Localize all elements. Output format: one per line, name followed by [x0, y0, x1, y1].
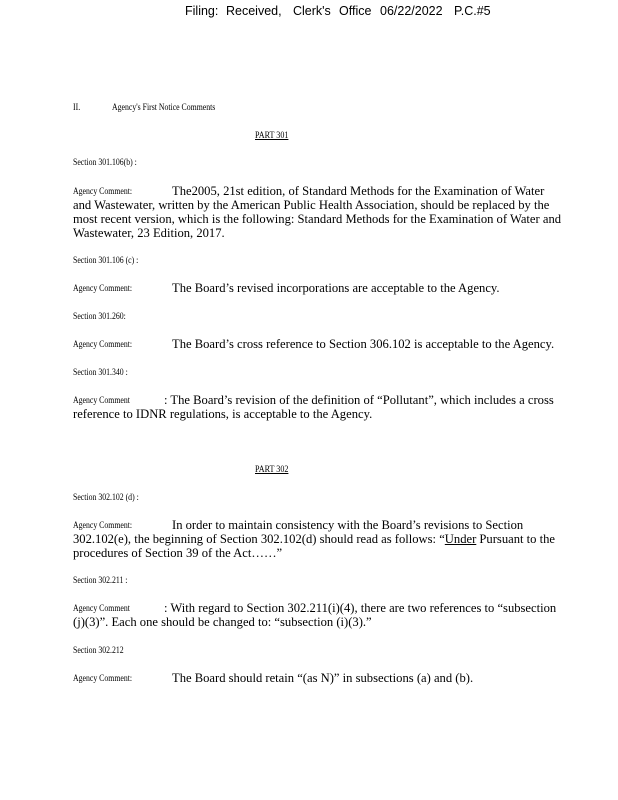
office-label: Office	[339, 4, 372, 18]
section-label: Section 301.106 (c) :	[73, 256, 139, 266]
comment-text: reference to IDNR regulations, is acceptable to the Agency.	[73, 407, 373, 421]
section-title: Agency's First Notice Comments	[112, 103, 216, 113]
comment-text: Wastewater, 23 Edition, 2017.	[73, 226, 225, 240]
part-302-heading: PART 302	[255, 465, 289, 475]
received-label: Received,	[226, 4, 282, 18]
section-label: Section 302.211 :	[73, 576, 128, 586]
comment-text: (j)(3)”. Each one should be changed to: “subsection (i)(3).”	[73, 615, 372, 629]
comment-text: The Board should retain “(as N)” in subsections (a) and (b).	[172, 671, 474, 685]
clerks-label: Clerk's	[293, 4, 331, 18]
agency-comment-label: Agency Comment	[73, 396, 130, 406]
comment-text: In order to maintain consistency with the Board’s revisions to Section	[172, 518, 524, 532]
pc-number: P.C.#5	[454, 4, 491, 18]
section-label: Section 301.260:	[73, 312, 126, 322]
agency-comment-label: Agency Comment:	[73, 187, 133, 197]
agency-comment-label: Agency Comment	[73, 604, 130, 614]
agency-comment-label: Agency Comment:	[73, 674, 133, 684]
comment-text	[73, 532, 555, 546]
section-label: Section 301.340 :	[73, 368, 128, 378]
agency-comment-label: Agency Comment:	[73, 521, 133, 531]
section-label: Section 302.102 (d) :	[73, 493, 139, 503]
comment-text: procedures of Section 39 of the Act……”	[73, 546, 283, 560]
comment-text: The2005, 21st edition, of Standard Methods for the Examination of Water	[172, 184, 545, 198]
agency-comment-label: Agency Comment:	[73, 340, 133, 350]
comment-text-part: Pursuant to the	[476, 532, 555, 546]
part-301-heading: PART 301	[255, 131, 289, 141]
section-number: II.	[73, 103, 81, 113]
agency-comment-label: Agency Comment:	[73, 284, 133, 294]
filing-date: 06/22/2022	[380, 4, 443, 18]
underlined-insert: Under	[444, 532, 477, 546]
comment-text: and Wastewater, written by the American Public Health Association, should be replaced by the	[73, 198, 550, 212]
comment-text: most recent version, which is the following: Standard Methods for the Examination of Water and	[73, 212, 562, 226]
comment-text: The Board’s revised incorporations are acceptable to the Agency.	[172, 281, 500, 295]
section-label: Section 302.212	[73, 646, 124, 656]
section-label: Section 301.106(b) :	[73, 158, 137, 168]
filing-label: Filing:	[185, 4, 219, 18]
comment-text: : The Board’s revision of the definition of “Pollutant”, which includes a cross	[164, 393, 554, 407]
comment-text-part: 302.102(e), the beginning of Section 302.102(d) should read as follows: “	[73, 532, 445, 546]
comment-text: : With regard to Section 302.211(i)(4), there are two references to “subsection	[164, 601, 557, 615]
comment-text: The Board’s cross reference to Section 306.102 is acceptable to the Agency.	[172, 337, 555, 351]
